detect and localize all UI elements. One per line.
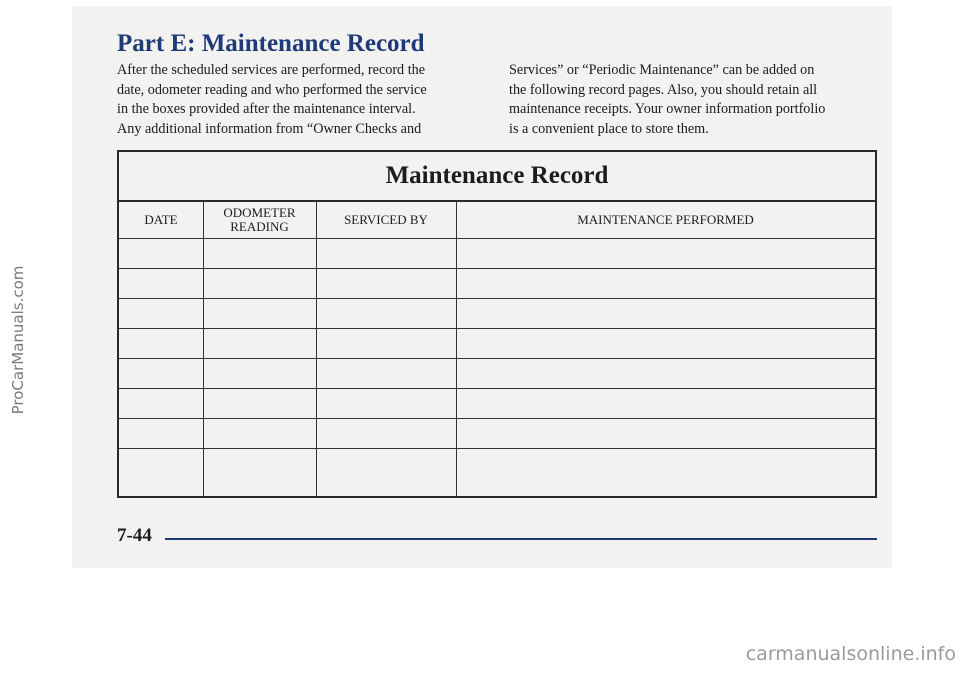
intro-line: Any additional information from “Owner Checks and — [117, 120, 422, 137]
intro-line: date, odometer reading and who performed the service — [117, 81, 427, 98]
intro-line: the following record pages. Also, you should retain all — [509, 81, 818, 98]
table-row — [119, 238, 875, 268]
intro-line: Services” or “Periodic Maintenance” can be added on — [509, 62, 815, 78]
maintenance-record-table — [117, 150, 877, 498]
section-heading: Part E: Maintenance Record — [117, 30, 425, 57]
record-rows — [119, 238, 875, 496]
intro-line: in the boxes provided after the maintenance interval. — [117, 101, 416, 117]
table-row — [119, 298, 875, 328]
table-row — [119, 328, 875, 358]
header-odometer-reading: ODOMETER READING — [223, 205, 296, 234]
header-serviced-by: SERVICED BY — [344, 212, 428, 227]
intro-line: After the scheduled services are performed, record the — [117, 62, 426, 78]
table-row — [119, 268, 875, 298]
header-date: DATE — [144, 212, 178, 227]
table-row — [119, 358, 875, 388]
page-number: 7-44 — [117, 525, 152, 546]
side-watermark: ProCarManuals.com — [9, 265, 27, 415]
record-table-title: Maintenance Record — [385, 162, 609, 189]
bottom-watermark: carmanualsonline.info — [745, 643, 956, 665]
intro-left-column — [117, 61, 477, 139]
intro-line: maintenance receipts. Your owner information portfolio — [509, 101, 826, 117]
intro-line: is a convenient place to store them. — [509, 120, 709, 137]
table-row — [119, 418, 875, 448]
header-maintenance-performed: MAINTENANCE PERFORMED — [577, 212, 754, 227]
table-row — [119, 448, 875, 478]
footer-rule — [165, 538, 877, 540]
intro-right-column — [509, 61, 869, 139]
table-row — [119, 388, 875, 418]
